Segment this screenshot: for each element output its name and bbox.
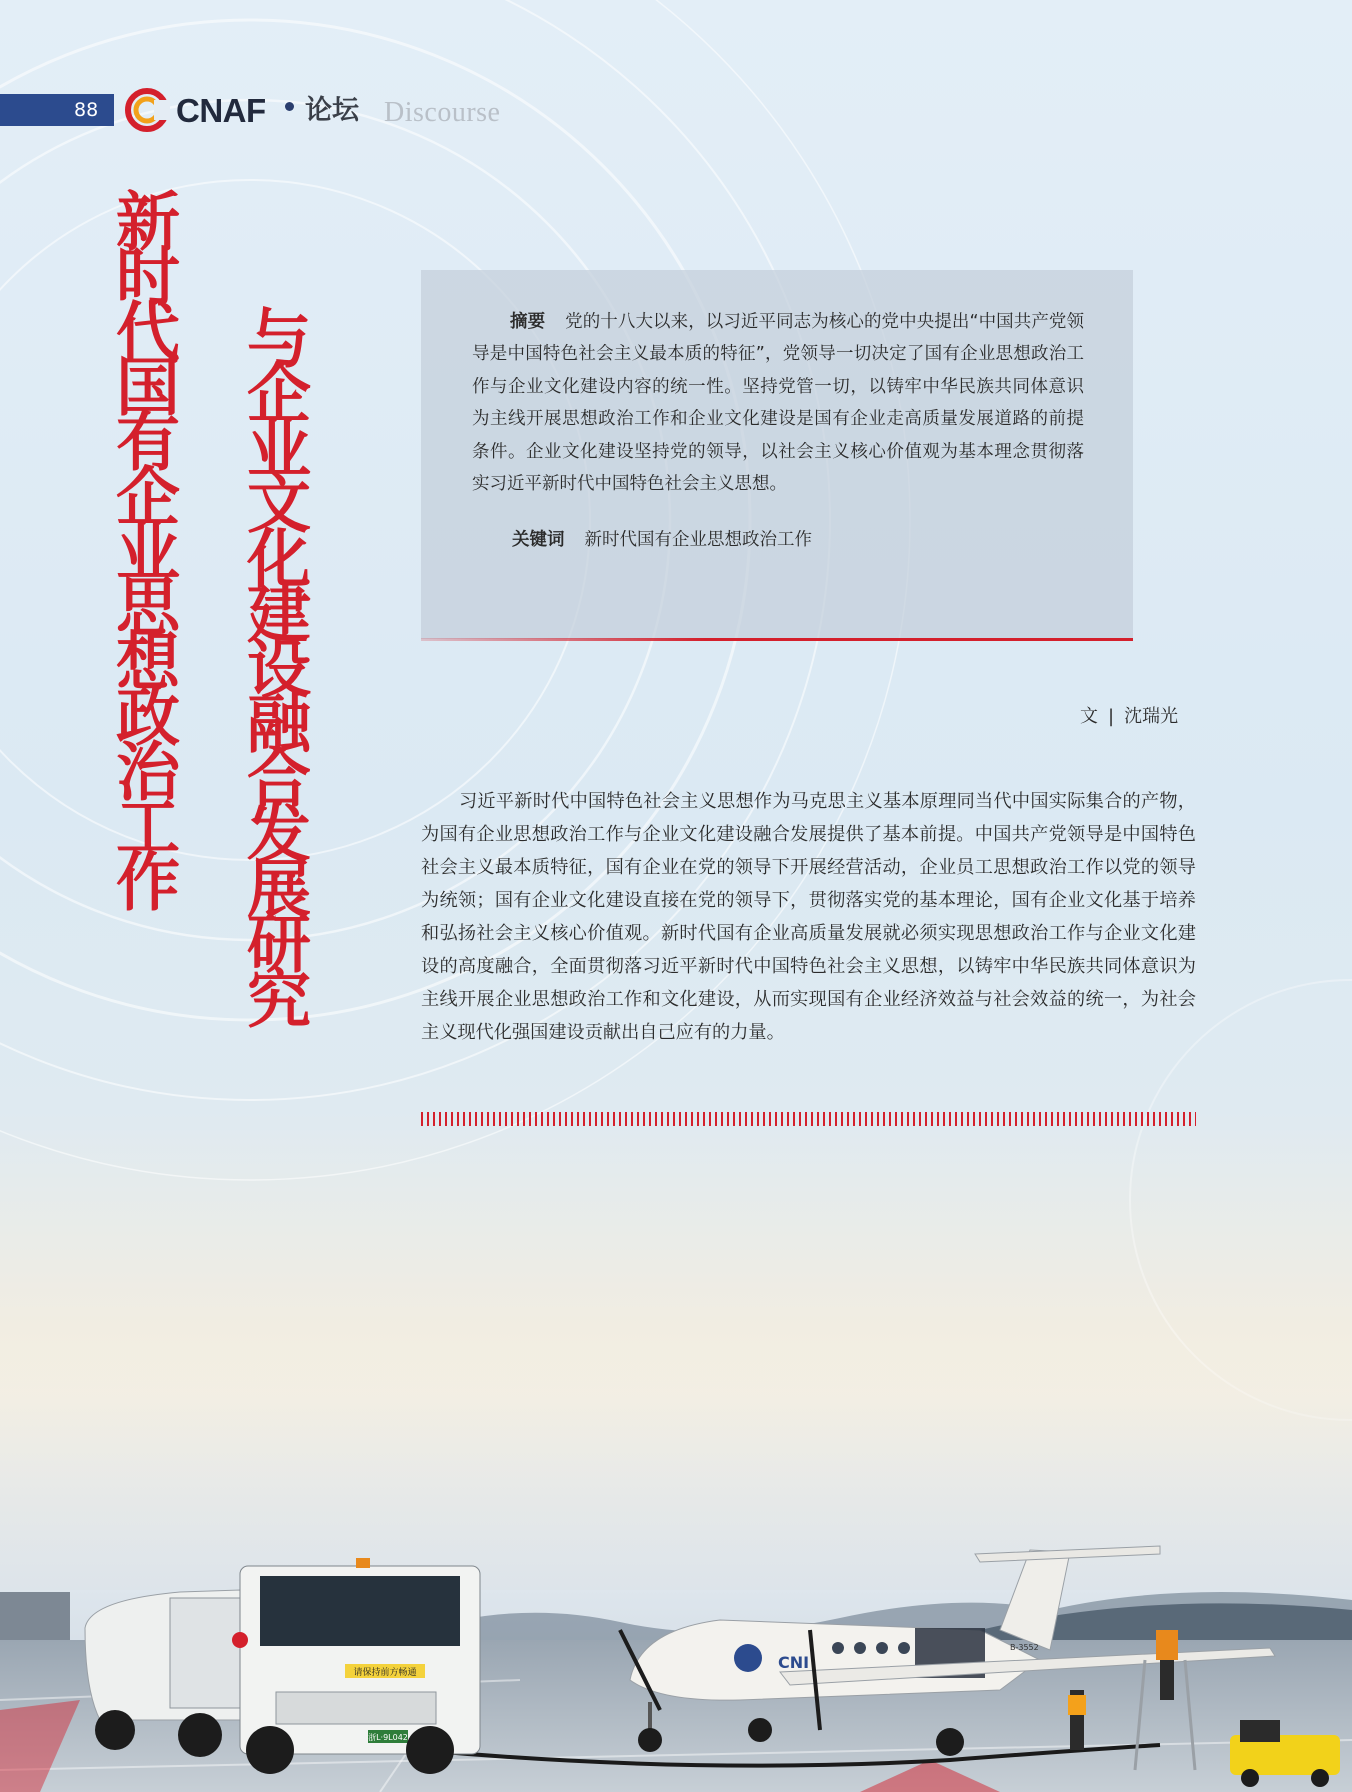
airport-photo [0,1330,1352,1792]
keywords-label: 关键词 [512,530,565,550]
hangar [0,1592,70,1640]
aircraft-registration: B-3552 [1010,1643,1039,1652]
author-name: 沈瑞光 [1124,706,1179,727]
author-line [1080,703,1178,731]
author-separator: | [1108,706,1115,727]
truck-plate: 浙L·9L042 [368,1733,408,1742]
abstract-text: 党的十八大以来，以习近平同志为核心的党中央提出“中国共产党领导是中国特色社会主义最本质的特征”，党领导一切决定了国有企业思想政治工作与企业文化建设内容的统一性。坚持党管一切，以铸牢中华民族共同体意识为主线开展思想政治工作和企业文化建设是国有企业走高质量发展道路的前提条件。企业文化建设坚持党的领导，以社会主义核心价值观为基本理念贯彻落实习近平新时代中国特色社会主义思想。 [472,312,1084,495]
dashed-divider [421,1112,1196,1126]
abstract-paragraph [472,306,1084,500]
separator-dot [285,102,294,111]
abstract-underline [421,638,1133,641]
body-paragraph: 习近平新时代中国特色社会主义思想作为马克思主义基本原理同当代中国实际集合的产物，为国有企业思想政治工作与企业文化建设融合发展提供了基本前提。中国共产党领导是中国特色社会主义最本质特征，国有企业在党的领导下开展经营活动，企业员工思想政治工作以党的领导为统领；国有企业文化建设直接在党的领导下，贯彻落实党的基本理论，国有企业文化基于培养和弘扬社会主义核心价值观。新时代国有企业高质量发展就必须实现思想政治工作与企业文化建设的高度融合，全面贯彻落习近平新时代中国特色社会主义思想，以铸牢中华民族共同体意识为主线开展企业思想政治工作和文化建设，从而实现国有企业经济效益与社会效益的统一，为社会主义现代化强国建设贡献出自己应有的力量。 [421,791,1196,1043]
cnaf-logo-icon [124,88,170,132]
keywords-paragraph [512,524,1072,556]
page-number: 88 [74,99,99,121]
section-name: 论坛 [305,95,359,126]
section-name-en: Discourse [384,97,501,128]
article-title-line-1: 新时代国有企业思想政治工作 [105,188,179,903]
abstract-box [421,270,1133,639]
truck-sign: 请保持前方畅通 [353,1668,417,1678]
author-prefix: 文 [1080,706,1098,727]
article-title-line-2: 与企业文化建设融合发展研究 [236,305,310,1020]
aircraft-marking: CNI [778,1653,810,1672]
keywords-text: 新时代国有企业思想政治工作 [584,530,812,550]
abstract-label: 摘要 [510,312,546,332]
brand-name: CNAF [176,92,266,129]
